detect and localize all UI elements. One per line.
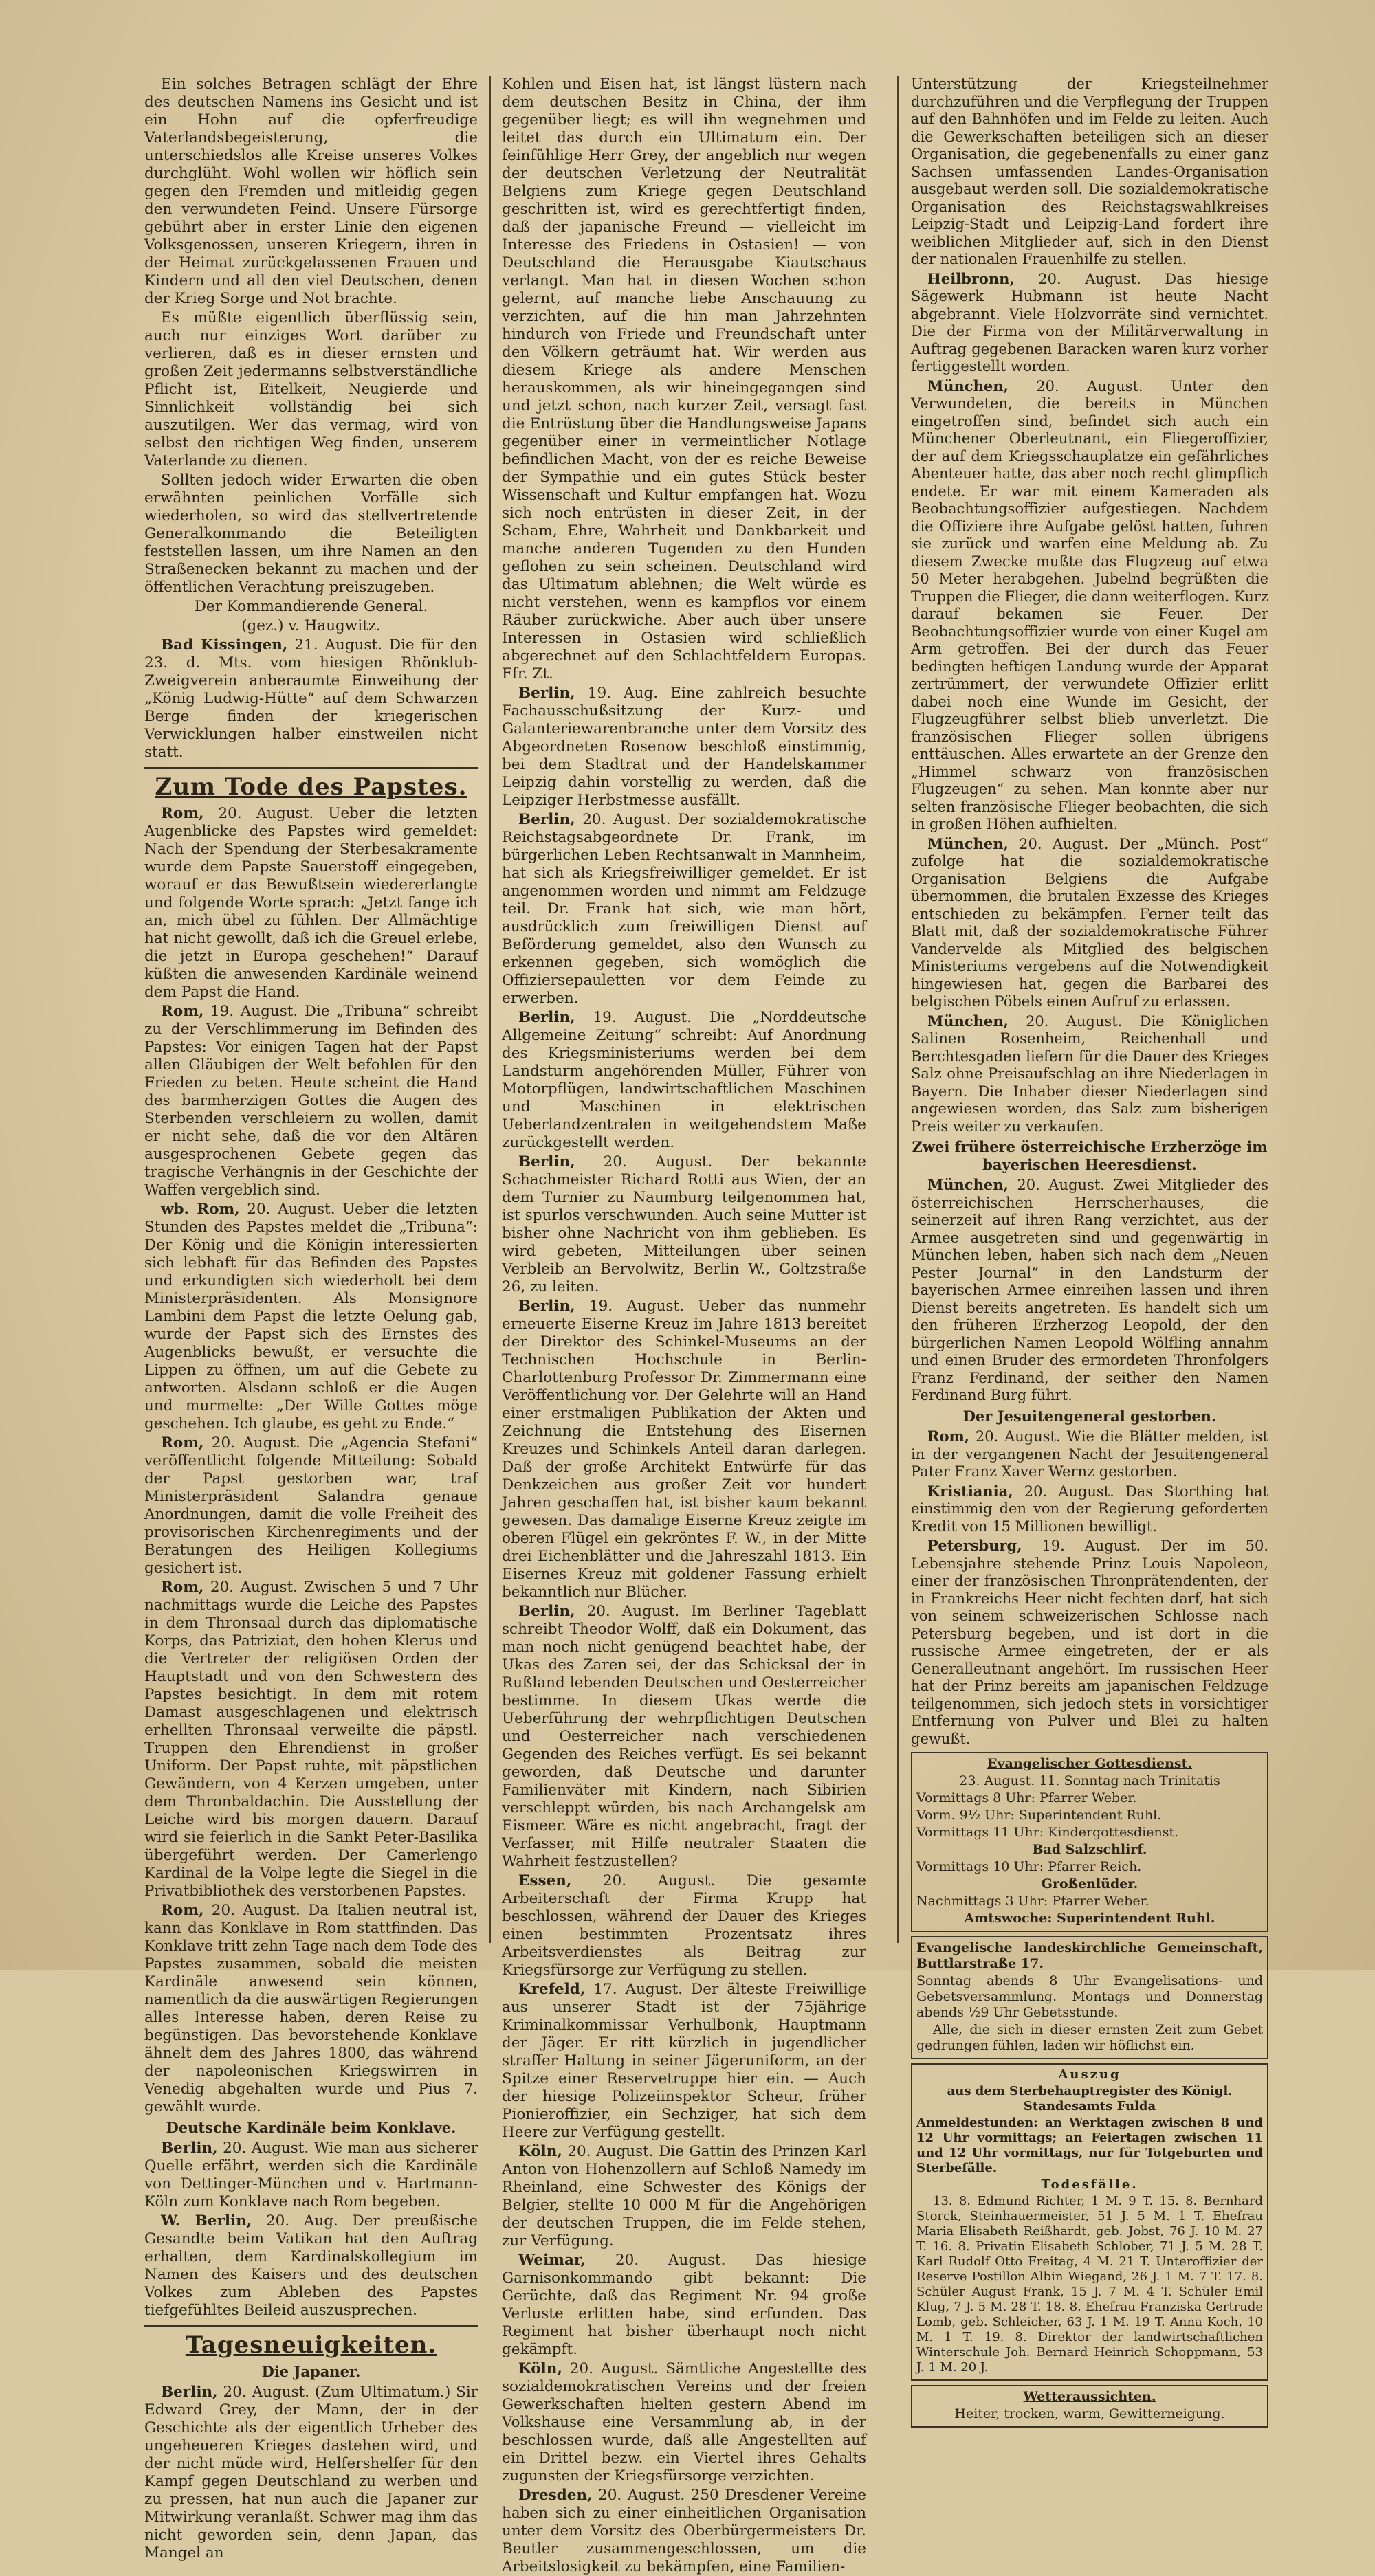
news-item: Berlin, 19. Aug. Eine zahlreich besuchte Fachausschußsitzung der Kurz- und Galanteriewarenbranche unter dem Vorsitz des Abgeordneten Rosenow beschloß einstimmig, bei dem Stadtrat und der Handelskammer Leipzig dahin vorstellig zu werden, daß die Leipziger Herbstmesse ausfällt.	[502, 685, 866, 809]
news-item: München, 20. August. Zwei Mitglieder des österreichischen Herrscherhauses, die seinerzeit auf ihren Rang verzichtet, aus der Armee ausgetreten sind und gegenwärtig in München leben, haben sich nach dem „Neuen Pester Journal“ in den Landsturm der bayerischen Armee einreihen lassen und ihren Dienst bereits angetreten. Es handelt sich um den früheren Erzherzog Leopold, der den bürgerlichen Namen Leopold Wölfling annahm und einen Bruder des ermordeten Thronfolgers Franz Ferdinand, der seither den Namen Ferdinand Burg führt.	[911, 1176, 1268, 1403]
notice-title: Wetteraussichten.	[1023, 2389, 1156, 2404]
news-item: Bad Kissingen, 21. August. Die für den 23. d. Mts. vom hiesigen Rhönklub-Zweigverein anberaumte Einweihung der „König Ludwig-Hütte“ auf dem Schwarzen Berge finden der kriegerischen Verwicklungen halber einstweilen nicht statt.	[144, 636, 478, 761]
news-item: München, 20. August. Die Königlichen Salinen Rosenheim, Reichenhall und Berchtesgaden liefern für die Dauer des Krieges Salz ohne Preisaufschlag an ihre Niederlagen in Bayern. Die Inhaber dieser Niederlagen sind angewiesen worden, das Salz zum bisherigen Preis weiter zu verkaufen.	[911, 1012, 1268, 1135]
notice-gemeinschaft: Evangelische landeskirchliche Gemeinschaft, Buttlarstraße 17. Sonntag abends 8 Uhr Evangelisations- und Gebetsversammlung. Montags und Donnerstag abends ½9 Uhr Gebetsstunde. Alle, die sich in dieser ernsten Zeit zum Gebet gedrungen fühlen, laden wir höflichst ein.	[911, 1936, 1268, 2059]
subheading-kardinaele: Deutsche Kardinäle beim Konklave.	[166, 2119, 456, 2136]
news-item: Essen, 20. August. Die gesamte Arbeiterschaft der Firma Krupp hat beschlossen, während der Dauer des Krieges einen bestimmten Prozentsatz ihres Arbeitsverdienstes als Beitrag zur Kriegsfürsorge zur Verfügung zu stellen.	[502, 1872, 866, 1979]
news-item: München, 20. August. Der „Münch. Post“ zufolge hat die sozialdemokratische Organisation Belgiens die Aufgabe übernommen, die brutalen Exzesse des Krieges entschieden zu bekämpfen. Ferner teilt das Blatt mit, daß der sozialdemokratische Führer Vandervelde als Mitglied des belgischen Ministeriums vergebens auf die Notwendigkeit hingewiesen hat, gegen die Barbarei des belgischen Pöbels einen Aufruf zu erlassen.	[911, 834, 1268, 1010]
subheading-erzherzoege: Zwei frühere österreichische Erzherzöge im bayerischen Heeresdienst.	[912, 1138, 1268, 1173]
notice-title: Evangelischer Gottesdienst.	[987, 1756, 1192, 1771]
signature-name: (gez.) v. Haugwitz.	[241, 617, 381, 634]
section-rule	[144, 2325, 478, 2327]
subheading-jesuiten: Der Jesuitengeneral gestorben.	[962, 1407, 1217, 1425]
notice-auszug: Auszug aus dem Sterbehauptregister des Königl. Standesamts Fulda Anmeldestunden: an Werktagen zwischen 8 und 12 Uhr vormittags; an Feiertagen zwischen 11 und 12 Uhr vormittags, nur für Totgeburten und Sterbefälle. Todesfälle. 13. 8. Edmund Richter, 1 M. 9 T. 15. 8. Bernhard Storck, Steinhauermeister, 51 J. 5 M. 1 T. Ehefrau Maria Elisabeth Reißhardt, geb. Jobst, 76 J. 10 M. 27 T. 16. 8. Privatin Elisabeth Schlober, 71 J. 5 M. 28 T. Karl Rudolf Otto Freitag, 4 M. 21 T. Unteroffizier der Reserve Postillon Albin Wiegand, 26 J. 1 M. 7 T. 17. 8. Schüler August Frank, 15 J. 7 M. 4 T. Schüler Emil Klug, 7 J. 5 M. 28 T. 18. 8. Ehefrau Franziska Gertrude Lomb, geb. Schleicher, 63 J. 1 M. 19 T. Anna Koch, 10 M. 1 T. 19. 8. Direktor der landwirtschaftlichen Winterschule Joh. Bernard Heinrich Schoppmann, 53 J. 1 M. 20 J.	[911, 2063, 1268, 2381]
dateline: Bad Kissingen,	[161, 636, 288, 654]
news-item: Berlin, 20. August. Wie man aus sicherer Quelle erfährt, werden sich die Kardinäle von Dettinger-München und v. Hartmann-Köln zum Konklave nach Rom begeben.	[144, 2140, 478, 2210]
signature-title: Der Kommandierende General.	[194, 598, 428, 615]
news-item: Petersburg, 19. August. Der im 50. Lebensjahre stehende Prinz Louis Napoleon, einer der französischen Thronprätendenten, der in Frankreichs Heer nicht fechten darf, hat sich von seinem schweizerischen Schlosse nach Petersburg begeben, und ist dort in die russische Armee eingetreten, der er als Generalleutnant angehört. Im russischen Heer hat der Prinz bereits am japanischen Feldzuge teilgenommen, sich jedoch stets in vorsichtiger Entfernung von Pulver und Blei zu halten gewußt.	[911, 1537, 1268, 1747]
subheading-japaner: Die Japaner.	[261, 2363, 361, 2380]
notice-title: Evangelische landeskirchliche Gemeinschaft, Buttlarstraße 17.	[916, 1940, 1263, 1971]
news-item: W. Berlin, 20. Aug. Der preußische Gesandte beim Vatikan hat den Auftrag erhalten, dem Kardinalskollegium im Namen des Kaisers und des deutschen Volkes zum Ableben des Papstes tiefgefühltes Beileid auszusprechen.	[144, 2212, 478, 2319]
news-item: Rom, 20. August. Wie die Blätter melden, ist in der vergangenen Nacht der Jesuitengeneral Pater Franz Xaver Wernz gestorben.	[911, 1428, 1268, 1480]
news-item: Köln, 20. August. Sämtliche Angestellte des sozialdemokratischen Vereins und der freien Gewerkschaften hielten gestern Abend im Volkshause eine Versammlung ab, in der beschlossen wurde, daß alle Angestellten auf ein Drittel bezw. ein Viertel ihres Gehalts zugunsten der Kriegsfürsorge verzichten.	[502, 2360, 866, 2485]
news-item: Köln, 20. August. Die Gattin des Prinzen Karl Anton von Hohenzollern auf Schloß Namedy im Rheinland, eine Schwester des Königs der Belgier, stellte 10 000 M für die Angehörigen der deutschen Truppen, die im Felde stehen, zur Verfügung.	[502, 2143, 866, 2250]
news-item: München, 20. August. Unter den Verwundeten, die bereits in München eingetroffen sind, befindet sich auch ein Münchener Oberleutnant, ein Fliegeroffizier, der auf dem Kriegsschauplatze ein gefährliches Abenteuer hatte, das aber noch recht glimpflich endete. Er war mit einem Kameraden als Beobachtungsoffizier aufgestiegen. Nachdem die Offiziere ihre Aufgabe gelöst hatten, fuhren sie zurück und warfen eine Meldung ab. Zu diesem Zwecke mußte das Flugzeug auf etwa 50 Meter herabgehen. Jubelnd begrüßten die Truppen die Flieger, die dann weiterflogen. Kurz darauf bekamen sie Feuer. Der Beobachtungsoffizier wurde von einer Kugel am Arm getroffen. Bei der durch das Feuer bedingten heftigen Landung wurde der Apparat zertrümmert, der verwundete Offizier erlitt dabei noch eine Wunde im Gesicht, der Flugzeugführer selbst blieb unverletzt. Die französischen Flieger sollen übrigens enttäuschen. Alles erwartete an der Grenze den „Himmel schwarz von französischen Flugzeugen“ zu sehen. Man konnte aber nur selten französische Flieger beobachten, die sich in großen Höhen aufhielten.	[911, 377, 1268, 832]
paragraph: Kohlen und Eisen hat, ist längst lüstern nach dem deutschen Besitz in China, der ihm gegenüber liegt; es will ihn wegnehmen und leitet das durch ein Ultimatum ein. Der feinfühlige Herr Grey, der angeblich nur wegen der deutschen Verletzung der Neutralität Belgiens zum Kriege gegen Deutschland geschritten ist, wird es gerechtfertigt finden, daß der japanische Freund — vielleicht im Interesse des Friedens in Ostasien! — von Deutschland die Herausgabe Kiautschaus verlangt. Man hat in diesen Wochen schon gelernt, auf manche liebe Anschauung zu verzichten, auf die hin man Jahrzehnten hindurch von Friede und Freundschaft unter den Völkern geträumt hat. Wir werden aus diesem Kriege als andere Menschen herauskommen, als wir hineingegangen sind und jetzt schon, nach kurzer Zeit, versagt fast die Entrüstung über die Handlungsweise Japans gegenüber einer in vermeintlicher Notlage befindlichen Macht, von der es reiche Beweise der Sympathie und ein gutes Stück bester Wissenschaft und Kultur empfangen hat. Wozu sich noch entrüsten in dieser Zeit, in der Scham, Ehre, Wahrheit und Dankbarkeit und manche anderen Tugenden zu den Hunden geflohen zu sein scheinen. Deutschland wird das Ultimatum ablehnen; die Welt würde es nicht verstehen, wenn es kampflos vor einem Räuber zurückwiche. Aber auch über unsere Interessen in Ostasien wird schließlich abgerechnet auf den Schlachtfeldern Europas. Ffr. Zt.	[502, 76, 866, 682]
news-item: Berlin, 20. August. Im Berliner Tageblatt schreibt Theodor Wolff, daß ein Dokument, das man noch nicht genügend beachtet habe, der Ukas des Zaren sei, der das Schicksal der in Rußland lebenden Deutschen und Oesterreicher bestimme. In diesem Ukas werde die Ueberführung der wehrpflichtigen Deutschen und Oesterreicher nach verschiedenen Gegenden des Reiches verfügt. Es sei bekannt geworden, daß Deutsche und darunter Familienväter mit Kindern, nach Sibirien verschleppt würden, bis nach Archangelsk am Eismeer. Wäre es nicht angebracht, fragt der Verfasser, mit Hilfe neutraler Staaten die Wahrheit festzustellen?	[502, 1603, 866, 1870]
news-item: Heilbronn, 20. August. Das hiesige Sägewerk Hubmann ist heute Nacht abgebrannt. Viele Holzvorräte sind vernichtet. Die der Firma von der Militärverwaltung in Auftrag gegebenen Baracken waren kurz vorher fertiggestellt worden.	[911, 269, 1268, 375]
column-rule	[490, 76, 491, 1943]
paragraph: Sollten jedoch wider Erwarten die oben erwähnten peinlichen Vorfälle sich wiederholen, so wird das stellvertretende Generalkommando die Beteiligten feststellen lassen, um ihre Namen an den Straßenecken bekannt zu machen und der öffentlichen Verachtung preiszugeben.	[144, 471, 478, 596]
column-3	[911, 76, 1268, 2421]
paragraph: Ein solches Betragen schlägt der Ehre des deutschen Namens ins Gesicht und ist ein Hohn auf die opferfreudige Vaterlandsbegeisterung, die unterschiedslos alle Kreise unseres Volkes durchglüht. Wohl wollen wir höflich sein gegen den Fremden und mitleidig gegen den verwundeten Feind. Unsere Fürsorge gebührt aber in erster Linie den eigenen Volksgenossen, unseren Kriegern, ihren in der Heimat zurückgelassenen Frauen und Kindern und all den viel Deutschen, denen der Krieg Sorge und Not brachte.	[144, 76, 478, 307]
news-item: Weimar, 20. August. Das hiesige Garnisonkommando gibt bekannt: Die Gerüchte, daß das Regiment Nr. 94 große Verluste erlitten habe, sind erfunden. Das Regiment hat bisher überhaupt noch nicht gekämpft.	[502, 2252, 866, 2358]
section-rule	[144, 767, 478, 769]
paragraph: Es müßte eigentlich überflüssig sein, auch nur einziges Wort darüber zu verlieren, daß es in dieser ernsten und großen Zeit jedermanns selbstverständliche Pflicht ist, Eitelkeit, Neugierde und Sinnlichkeit vollständig bei sich auszutilgen. Wer das vermag, wird von selbst den richtigen Weg finden, unserem Vaterlande zu dienen.	[144, 309, 478, 469]
news-item: wb. Rom, 20. August. Ueber die letzten Stunden des Papstes meldet die „Tribuna“: Der König und die Königin interessierten sich lebhaft für das Befinden des Papstes und erkundigten sich wiederholt bei dem Ministerpräsidenten. Als Monsignore Lambini dem Papst die letzte Oelung gab, wurde der Papst sich des Ernstes des Augenblicks bewußt, er versuchte die Lippen zu öffnen, um auf die Gebete zu antworten. Alsdann schloß er die Augen und murmelte: „Der Wille Gottes möge geschehen. Ich glaube, es geht zu Ende.“	[144, 1201, 478, 1432]
notice-title: Auszug	[1058, 2067, 1121, 2082]
news-item: Berlin, 20. August. Der sozialdemokratische Reichstagsabgeordnete Dr. Frank, im bürgerlichen Leben Rechtsanwalt in Mannheim, hat sich als Kriegsfreiwilliger gemeldet. Er ist angenommen worden und nimmt am Feldzuge teil. Dr. Frank hat sich, wie man hört, ausdrücklich zum freiwilligen Dienst auf Beförderung gemeldet, also den Wunsch zu erkennen gegeben, sich womöglich die Offiziersepauletten vor dem Feinde zu erwerben.	[502, 811, 866, 1007]
news-item: Berlin, 20. August. (Zum Ultimatum.) Sir Edward Grey, der Mann, der in der Geschichte als der eigentlich Urheber des ungeheueren Krieges dastehen wird, und der nicht müde wird, Helfershelfer für den Kampf gegen Deutschland zu werben und zu pressen, hat nun auch die Japaner zur Mitwirkung veranlaßt. Schwer mag ihm das nicht geworden sein, denn Japan, das Mangel an	[144, 2384, 478, 2562]
news-item: Rom, 20. August. Zwischen 5 und 7 Uhr nachmittags wurde die Leiche des Papstes in dem Thronsaal durch das diplomatische Korps, das Patriziat, den hohen Klerus und die Vertreter der religiösen Orden der Hauptstadt und von den Schwestern des Papstes besichtigt. In dem mit rotem Damast ausgeschlagenen und elektrisch erhellten Thronsaal verweilte die päpstl. Truppen den Ehrendienst in großer Uniform. Der Papst ruhte, mit päpstlichen Gewändern, von 4 Kerzen umgeben, unter dem Thronbaldachin. Die Ausstellung der Leiche wird bis morgen dauern. Darauf wird sie feierlich in die Sankt Peter-Basilika übergeführt werden. Der Camerlengo Kardinal de la Volpe legte die Siegel in die Privatbibliothek des verstorbenen Papstes.	[144, 1579, 478, 1900]
news-item: Kristiania, 20. August. Das Storthing hat einstimmig den von der Regierung geforderten Kredit von 15 Millionen bewilligt.	[911, 1482, 1268, 1535]
section-heading-tagesneuigkeiten: Tagesneuigkeiten.	[185, 2331, 437, 2359]
section-heading-papst: Zum Tode des Papstes.	[155, 773, 468, 801]
news-item: Rom, 19. August. Die „Tribuna“ schreibt zu der Verschlimmerung im Befinden des Papstes: Vor einigen Tagen hat der Papst allen Gläubigen der Welt befohlen für den Frieden zu beten. Heute scheint die Hand des barmherzigen Gottes die Augen des Sterbenden verschleiern zu wollen, damit er nicht sehe, daß die vor den Altären ausgesprochenen Gebete gegen das tragische Verhängnis in der Geschichte der Waffen vergeblich sind.	[144, 1003, 478, 1199]
news-item: Krefeld, 17. August. Der älteste Freiwillige aus unserer Stadt ist der 75jährige Kriminalkommissar Verhulbonk, Hauptmann der Jäger. Er ritt kürzlich in jugendlicher straffer Haltung in seiner Jägeruniform, an der Spitze einer Reservetruppe hier ein. — Auch der hiesige Polizeiinspektor Scheur, früher Pionieroffizier, ein Sechziger, hat sich dem Heere zur Verfügung gestellt.	[502, 1981, 866, 2141]
news-item: Rom, 20. August. Da Italien neutral ist, kann das Konklave in Rom stattfinden. Das Konklave tritt zehn Tage nach dem Tode des Papstes zusammen, sobald die meisten Kardinäle anwesend sein können, namentlich da die auswärtigen Regierungen alles Interesse haben, deren Reise zu begünstigen. Das bevorstehende Konklave ähnelt dem des Jahres 1800, das während der napoleonischen Kriegswirren in Venedig abgehalten wurde und Pius 7. gewählt wurde.	[144, 1902, 478, 2116]
paragraph: Unterstützung der Kriegsteilnehmer durchzuführen und die Verpflegung der Truppen auf den Bahnhöfen und im Felde zu leiten. Auch die Gewerkschaften beteiligen sich an dieser Organisation, die gegebenenfalls zu einer ganz Sachsen umfassenden Landes-Organisation ausgebaut werden soll. Die sozialdemokratische Organisation des Reichstagswahlkreises Leipzig-Stadt und Leipzig-Land fordert ihre weiblichen Mitglieder auf, sich in den Dienst der nationalen Frauenhilfe zu stellen.	[911, 76, 1268, 267]
news-item: Berlin, 20. August. Der bekannte Schachmeister Richard Rotti aus Wien, der an dem Turnier zu Naumburg teilgenommen hat, ist spurlos verschwunden. Auch seine Mutter ist bisher ohne Nachricht von ihm geblieben. Es wird gebeten, Mitteilungen über seinen Verbleib an Bervolwitz, Berlin W., Goltzstraße 26, zu leiten.	[502, 1153, 866, 1296]
news-item: Rom, 20. August. Ueber die letzten Augenblicke des Papstes wird gemeldet: Nach der Spendung der Sterbesakramente wurde dem Papste Sauerstoff eingegeben, worauf er das Bewußtsein wiedererlangte und folgende Worte sprach: „Jetzt fange ich an, mich übel zu fühlen. Der Allmächtige hat nicht gewollt, daß ich die Greuel erlebe, die jetzt in Europa geschehen!“ Darauf küßten die anwesenden Kardinäle weinend dem Papst die Hand.	[144, 805, 478, 1001]
notice-gottesdienst: Evangelischer Gottesdienst. 23. August. 11. Sonntag nach Trinitatis Vormittags 8 Uhr: Pfarrer Weber. Vorm. 9½ Uhr: Superintendent Ruhl. Vormittags 11 Uhr: Kindergottesdienst. Bad Salzschlirf. Vormittags 10 Uhr: Pfarrer Reich. Großenlüder. Nachmittags 3 Uhr: Pfarrer Weber. Amtswoche: Superintendent Ruhl.	[911, 1752, 1268, 1932]
news-item: Berlin, 19. August. Die „Norddeutsche Allgemeine Zeitung“ schreibt: Auf Anordnung des Kriegsministeriums werden bei dem Landsturm angehörenden Müller, Führer von Motorpflügen, landwirtschaftlichen Maschinen und Maschinen in elektrischen Ueberlandzentralen in weitgehendstem Maße zurückgestellt werden.	[502, 1009, 866, 1151]
column-1	[144, 76, 478, 2562]
news-item: Rom, 20. August. Die „Agencia Stefani“ veröffentlicht folgende Mitteilung: Sobald der Papst gestorben war, traf Ministerpräsident Salandra genaue Anordnungen, damit die volle Freiheit des provisorischen Kirchenregiments und der Beratungen des Heiligen Kollegiums gesichert ist.	[144, 1434, 478, 1577]
news-item: Berlin, 19. August. Ueber das nunmehr erneuerte Eiserne Kreuz im Jahre 1813 bereitet der Direktor des Schinkel-Museums an der Technischen Hochschule in Berlin-Charlottenburg Professor Dr. Zimmermann eine Veröffentlichung vor. Der Gelehrte will an Hand einer erstmaligen Publikation der Akten und Zeichnung die Entstehung des Eisernen Kreuzes und Schinkels Anteil daran darlegen. Daß der große Architekt Entwürfe für das Denkzeichen aus großer Zeit vor hundert Jahren geschaffen hat, ist bisher kaum bekannt gewesen. Das damalige Eiserne Kreuz zeigte im oberen Flügel ein gekröntes F. W., in der Mitte drei Eichenblätter und die Jahreszahl 1813. Ein Eisernes Kreuz mit goldener Fassung erhielt bekanntlich nur Blücher.	[502, 1298, 866, 1601]
notice-wetter: Wetteraussichten. Heiter, trocken, warm, Gewitterneigung.	[911, 2385, 1268, 2428]
news-item: Dresden, 20. August. 250 Dresdener Vereine haben sich zu einer einheitlichen Organisation unter dem Vorsitz des Oberbürgermeisters Dr. Beutler zusammengeschlossen, um die Arbeitslosigkeit zu bekämpfen, eine Familien-	[502, 2487, 866, 2575]
column-2	[502, 76, 866, 2575]
column-rule	[897, 76, 899, 1943]
